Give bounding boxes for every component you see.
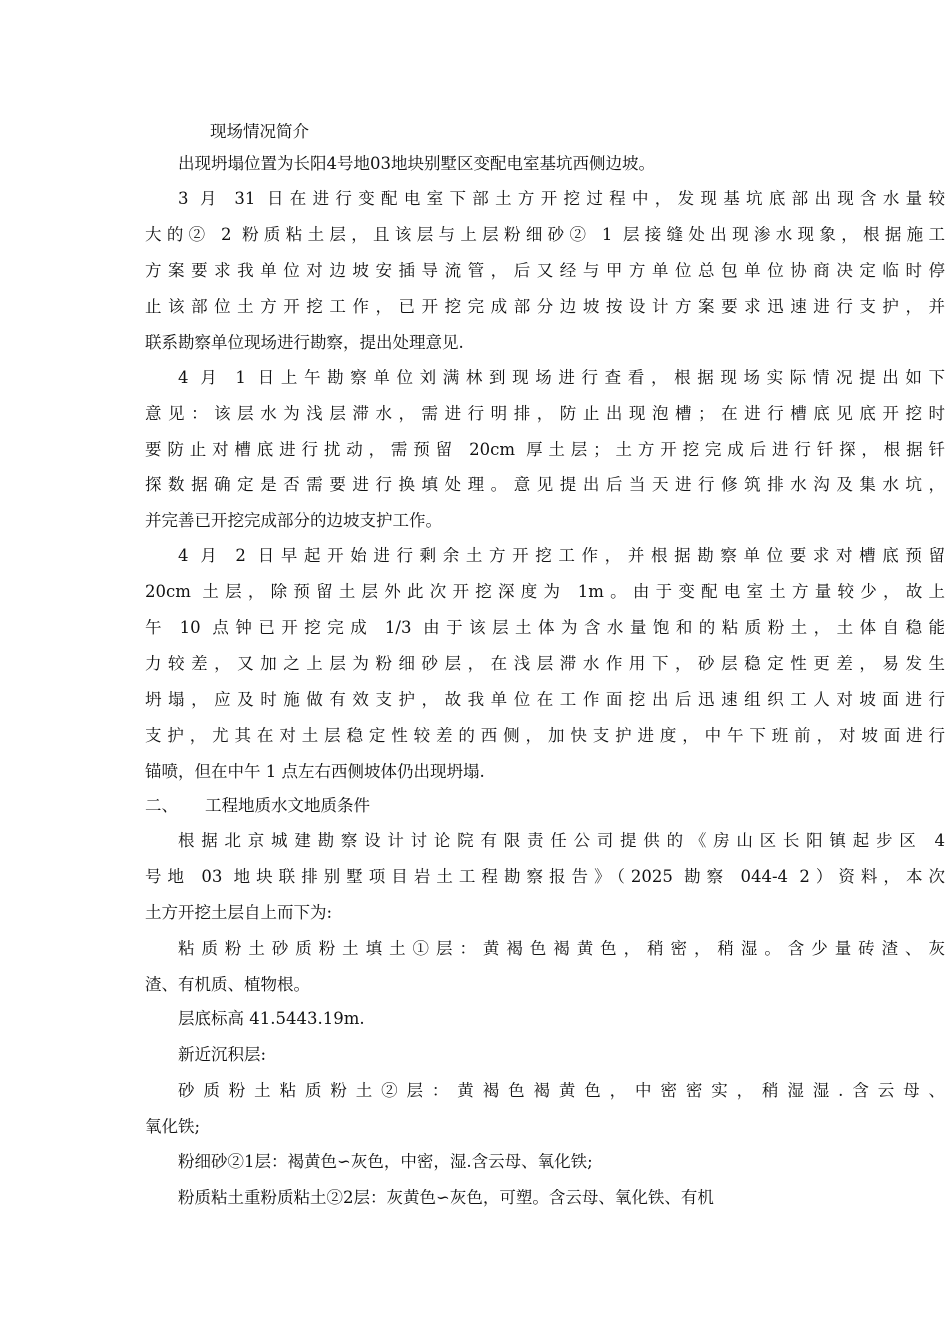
paragraph-line: 要防止对槽底进行扰动，需预留 20cm 厚土层；土方开挖完成后进行钎探，根据钎 <box>145 440 945 459</box>
paragraph-layer-2-2: 粉质粘土重粉质粘土②2层：灰黄色∽灰色，可塑。含云母、氧化铁、有机 <box>178 1188 714 1207</box>
paragraph-line: 意见：该层水为浅层滞水，需进行明排，防止出现泡槽；在进行槽底见底开挖时 <box>145 404 945 423</box>
paragraph-line: 号地 03 地块联排别墅项目岩土工程勘察报告》（2025 勘察 044-4 2）资料，本次 <box>145 867 945 886</box>
paragraph-line: 氧化铁; <box>145 1117 201 1136</box>
paragraph-line: 止该部位土方开挖工作，已开挖完成部分边坡按设计方案要求迅速进行支护，并 <box>145 297 945 316</box>
paragraph-line: 根据北京城建勘察设计讨论院有限责任公司提供的《房山区长阳镇起步区 4 <box>178 831 945 850</box>
paragraph-line: 坍塌，应及时施做有效支护，故我单位在工作面挖出后迅速组织工人对坡面进行 <box>145 690 945 709</box>
section-heading-geology <box>145 796 945 816</box>
paragraph-line: 粘质粉土砂质粉土填土①层：黄褐色褐黄色，稍密，稍湿。含少量砖渣、灰 <box>178 939 945 958</box>
section-title: 工程地质水文地质条件 <box>205 796 370 815</box>
paragraph-collapse-location: 出现坍塌位置为长阳4号地03地块别墅区变配电室基坑西侧边坡。 <box>178 154 655 173</box>
paragraph-line: 砂质粉土粘质粉土②层：黄褐色褐黄色，中密密实，稍湿湿.含云母、 <box>178 1081 945 1100</box>
paragraph-line: 4 月 2 日早起开始进行剩余土方开挖工作，并根据勘察单位要求对槽底预留 <box>178 546 945 565</box>
paragraph-line: 探数据确定是否需要进行换填处理。意见提出后当天进行修筑排水沟及集水坑， <box>145 475 945 494</box>
paragraph-line: 土方开挖土层自上而下为: <box>145 903 333 922</box>
paragraph-line: 联系勘察单位现场进行勘察，提出处理意见. <box>145 333 464 352</box>
paragraph-layer-2-1: 粉细砂②1层：褐黄色∽灰色，中密，湿.含云母、氧化铁; <box>178 1152 593 1171</box>
paragraph-line: 锚喷，但在中午 1 点左右西侧坡体仍出现坍塌. <box>145 762 485 781</box>
paragraph-line: 渣、有机质、植物根。 <box>145 975 310 994</box>
paragraph-line: 午 10 点钟已开挖完成 1/3 由于该层土体为含水量饱和的粘质粉土，土体自稳能 <box>145 618 945 637</box>
paragraph-line: 力较差，又加之上层为粉细砂层，在浅层滞水作用下，砂层稳定性更差，易发生 <box>145 654 945 673</box>
paragraph-new-deposit: 新近沉积层: <box>178 1045 267 1064</box>
section-number: 二、 <box>145 796 178 815</box>
paragraph-line: 4 月 1 日上午勘察单位刘满林到现场进行查看，根据现场实际情况提出如下 <box>178 368 945 387</box>
paragraph-line: 20cm 土层，除预留土层外此次开挖深度为 1m。由于变配电室土方量较少，故上 <box>145 582 945 601</box>
paragraph-line: 大的② 2 粉质粘土层，且该层与上层粉细砂② 1 层接缝处出现渗水现象，根据施工 <box>145 225 945 244</box>
paragraph-line: 支护，尤其在对土层稳定性较差的西侧，加快支护进度，中午下班前，对坡面进行 <box>145 726 945 745</box>
paragraph-line: 3 月 31 日在进行变配电室下部土方开挖过程中，发现基坑底部出现含水量较 <box>178 189 945 208</box>
paragraph-line: 并完善已开挖完成部分的边坡支护工作。 <box>145 511 442 530</box>
section-heading-intro: 现场情况简介 <box>210 122 309 141</box>
paragraph-bottom-elevation: 层底标高 41.5443.19m. <box>178 1009 365 1028</box>
paragraph-line: 方案要求我单位对边坡安插导流管，后又经与甲方单位总包单位协商决定临时停 <box>145 261 945 280</box>
